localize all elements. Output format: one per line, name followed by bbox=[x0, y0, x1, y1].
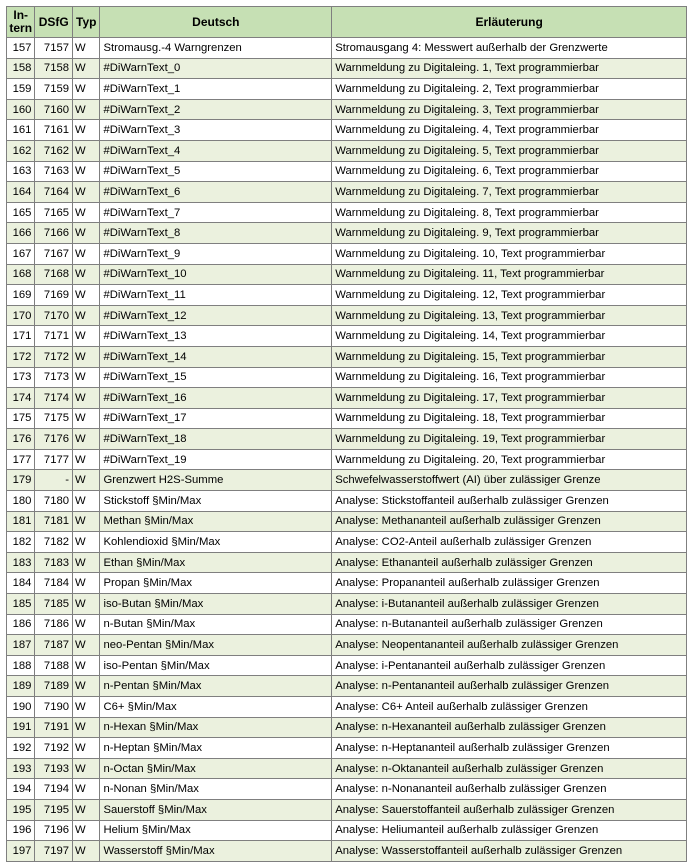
cell-typ: W bbox=[73, 285, 100, 306]
cell-dsfg: 7173 bbox=[35, 367, 73, 388]
cell-typ: W bbox=[73, 305, 100, 326]
cell-typ: W bbox=[73, 820, 100, 841]
cell-dsfg: 7191 bbox=[35, 717, 73, 738]
cell-dsfg: 7170 bbox=[35, 305, 73, 326]
cell-intern: 172 bbox=[7, 346, 35, 367]
cell-typ: W bbox=[73, 120, 100, 141]
cell-intern: 169 bbox=[7, 285, 35, 306]
cell-typ: W bbox=[73, 408, 100, 429]
cell-intern: 159 bbox=[7, 79, 35, 100]
cell-deutsch: #DiWarnText_16 bbox=[100, 388, 332, 409]
cell-typ: W bbox=[73, 635, 100, 656]
cell-intern: 193 bbox=[7, 758, 35, 779]
cell-erlaeuterung: Warnmeldung zu Digitaleing. 1, Text programmierbar bbox=[332, 58, 687, 79]
cell-typ: W bbox=[73, 388, 100, 409]
cell-erlaeuterung: Analyse: Methananteil außerhalb zulässiger Grenzen bbox=[332, 511, 687, 532]
cell-erlaeuterung: Analyse: n-Hexananteil außerhalb zulässiger Grenzen bbox=[332, 717, 687, 738]
cell-deutsch: #DiWarnText_17 bbox=[100, 408, 332, 429]
cell-deutsch: #DiWarnText_18 bbox=[100, 429, 332, 450]
cell-typ: W bbox=[73, 346, 100, 367]
table-row bbox=[7, 326, 687, 347]
cell-erlaeuterung: Warnmeldung zu Digitaleing. 11, Text programmierbar bbox=[332, 264, 687, 285]
cell-dsfg: 7192 bbox=[35, 738, 73, 759]
header-erlaeuterung: Erläuterung bbox=[332, 7, 687, 38]
cell-erlaeuterung: Analyse: Stickstoffanteil außerhalb zulässiger Grenzen bbox=[332, 491, 687, 512]
cell-typ: W bbox=[73, 532, 100, 553]
cell-erlaeuterung: Warnmeldung zu Digitaleing. 2, Text programmierbar bbox=[332, 79, 687, 100]
table-row bbox=[7, 285, 687, 306]
table-row bbox=[7, 182, 687, 203]
table-row bbox=[7, 799, 687, 820]
cell-typ: W bbox=[73, 614, 100, 635]
document-page bbox=[6, 6, 687, 862]
cell-dsfg: 7162 bbox=[35, 140, 73, 161]
cell-typ: W bbox=[73, 779, 100, 800]
table-row bbox=[7, 449, 687, 470]
table-row bbox=[7, 408, 687, 429]
table-row bbox=[7, 346, 687, 367]
cell-dsfg: 7195 bbox=[35, 799, 73, 820]
cell-dsfg: - bbox=[35, 470, 73, 491]
cell-dsfg: 7188 bbox=[35, 655, 73, 676]
cell-erlaeuterung: Analyse: Heliumanteil außerhalb zulässiger Grenzen bbox=[332, 820, 687, 841]
cell-deutsch: n-Nonan §Min/Max bbox=[100, 779, 332, 800]
cell-deutsch: iso-Pentan §Min/Max bbox=[100, 655, 332, 676]
cell-dsfg: 7186 bbox=[35, 614, 73, 635]
table-row bbox=[7, 79, 687, 100]
cell-intern: 160 bbox=[7, 99, 35, 120]
cell-dsfg: 7175 bbox=[35, 408, 73, 429]
table-row bbox=[7, 573, 687, 594]
cell-deutsch: n-Heptan §Min/Max bbox=[100, 738, 332, 759]
cell-intern: 157 bbox=[7, 38, 35, 59]
header-intern: In- tern bbox=[7, 7, 35, 38]
table-row bbox=[7, 388, 687, 409]
cell-dsfg: 7182 bbox=[35, 532, 73, 553]
cell-intern: 164 bbox=[7, 182, 35, 203]
cell-typ: W bbox=[73, 223, 100, 244]
cell-erlaeuterung: Warnmeldung zu Digitaleing. 6, Text programmierbar bbox=[332, 161, 687, 182]
cell-dsfg: 7167 bbox=[35, 243, 73, 264]
cell-typ: W bbox=[73, 676, 100, 697]
cell-deutsch: n-Hexan §Min/Max bbox=[100, 717, 332, 738]
cell-deutsch: #DiWarnText_12 bbox=[100, 305, 332, 326]
table-row bbox=[7, 738, 687, 759]
cell-intern: 192 bbox=[7, 738, 35, 759]
table-row bbox=[7, 429, 687, 450]
cell-erlaeuterung: Analyse: i-Butananteil außerhalb zulässiger Grenzen bbox=[332, 594, 687, 615]
cell-intern: 175 bbox=[7, 408, 35, 429]
cell-deutsch: Helium §Min/Max bbox=[100, 820, 332, 841]
cell-intern: 181 bbox=[7, 511, 35, 532]
cell-intern: 183 bbox=[7, 552, 35, 573]
cell-deutsch: Stromausg.-4 Warngrenzen bbox=[100, 38, 332, 59]
cell-deutsch: Grenzwert H2S-Summe bbox=[100, 470, 332, 491]
cell-erlaeuterung: Schwefelwasserstoffwert (AI) über zulässiger Grenze bbox=[332, 470, 687, 491]
cell-intern: 182 bbox=[7, 532, 35, 553]
cell-erlaeuterung: Warnmeldung zu Digitaleing. 17, Text programmierbar bbox=[332, 388, 687, 409]
cell-intern: 189 bbox=[7, 676, 35, 697]
cell-typ: W bbox=[73, 140, 100, 161]
cell-erlaeuterung: Analyse: Wasserstoffanteil außerhalb zulässiger Grenzen bbox=[332, 841, 687, 862]
cell-erlaeuterung: Warnmeldung zu Digitaleing. 19, Text programmierbar bbox=[332, 429, 687, 450]
cell-deutsch: #DiWarnText_0 bbox=[100, 58, 332, 79]
cell-dsfg: 7189 bbox=[35, 676, 73, 697]
cell-typ: W bbox=[73, 367, 100, 388]
cell-dsfg: 7194 bbox=[35, 779, 73, 800]
cell-deutsch: #DiWarnText_9 bbox=[100, 243, 332, 264]
header-typ: Typ bbox=[73, 7, 100, 38]
cell-dsfg: 7180 bbox=[35, 491, 73, 512]
cell-dsfg: 7166 bbox=[35, 223, 73, 244]
table-row bbox=[7, 202, 687, 223]
cell-typ: W bbox=[73, 552, 100, 573]
cell-dsfg: 7168 bbox=[35, 264, 73, 285]
cell-dsfg: 7159 bbox=[35, 79, 73, 100]
cell-typ: W bbox=[73, 79, 100, 100]
cell-deutsch: n-Butan §Min/Max bbox=[100, 614, 332, 635]
table-row bbox=[7, 758, 687, 779]
table-row bbox=[7, 305, 687, 326]
table-body bbox=[7, 38, 687, 862]
cell-intern: 185 bbox=[7, 594, 35, 615]
cell-intern: 168 bbox=[7, 264, 35, 285]
cell-erlaeuterung: Analyse: n-Butananteil außerhalb zulässiger Grenzen bbox=[332, 614, 687, 635]
cell-deutsch: Kohlendioxid §Min/Max bbox=[100, 532, 332, 553]
table-row bbox=[7, 779, 687, 800]
cell-erlaeuterung: Warnmeldung zu Digitaleing. 13, Text programmierbar bbox=[332, 305, 687, 326]
cell-deutsch: Sauerstoff §Min/Max bbox=[100, 799, 332, 820]
header-row bbox=[7, 7, 687, 38]
cell-erlaeuterung: Warnmeldung zu Digitaleing. 12, Text programmierbar bbox=[332, 285, 687, 306]
cell-typ: W bbox=[73, 655, 100, 676]
cell-erlaeuterung: Analyse: n-Nonananteil außerhalb zulässiger Grenzen bbox=[332, 779, 687, 800]
cell-dsfg: 7177 bbox=[35, 449, 73, 470]
cell-intern: 191 bbox=[7, 717, 35, 738]
cell-dsfg: 7158 bbox=[35, 58, 73, 79]
cell-intern: 176 bbox=[7, 429, 35, 450]
message-table bbox=[6, 6, 687, 862]
cell-erlaeuterung: Analyse: CO2-Anteil außerhalb zulässiger Grenzen bbox=[332, 532, 687, 553]
cell-erlaeuterung: Warnmeldung zu Digitaleing. 7, Text programmierbar bbox=[332, 182, 687, 203]
cell-deutsch: Ethan §Min/Max bbox=[100, 552, 332, 573]
cell-deutsch: n-Pentan §Min/Max bbox=[100, 676, 332, 697]
table-row bbox=[7, 470, 687, 491]
table-row bbox=[7, 676, 687, 697]
table-row bbox=[7, 820, 687, 841]
cell-deutsch: Stickstoff §Min/Max bbox=[100, 491, 332, 512]
cell-deutsch: #DiWarnText_8 bbox=[100, 223, 332, 244]
cell-erlaeuterung: Warnmeldung zu Digitaleing. 16, Text programmierbar bbox=[332, 367, 687, 388]
table-row bbox=[7, 140, 687, 161]
table-row bbox=[7, 38, 687, 59]
cell-dsfg: 7164 bbox=[35, 182, 73, 203]
cell-typ: W bbox=[73, 594, 100, 615]
cell-deutsch: #DiWarnText_10 bbox=[100, 264, 332, 285]
cell-intern: 196 bbox=[7, 820, 35, 841]
cell-dsfg: 7157 bbox=[35, 38, 73, 59]
cell-erlaeuterung: Analyse: C6+ Anteil außerhalb zulässiger Grenzen bbox=[332, 697, 687, 718]
table-row bbox=[7, 491, 687, 512]
cell-dsfg: 7176 bbox=[35, 429, 73, 450]
cell-deutsch: Wasserstoff §Min/Max bbox=[100, 841, 332, 862]
table-row bbox=[7, 841, 687, 862]
cell-intern: 177 bbox=[7, 449, 35, 470]
cell-dsfg: 7172 bbox=[35, 346, 73, 367]
cell-intern: 161 bbox=[7, 120, 35, 141]
cell-dsfg: 7171 bbox=[35, 326, 73, 347]
cell-erlaeuterung: Analyse: n-Heptananteil außerhalb zulässiger Grenzen bbox=[332, 738, 687, 759]
table-row bbox=[7, 594, 687, 615]
cell-deutsch: #DiWarnText_2 bbox=[100, 99, 332, 120]
cell-typ: W bbox=[73, 99, 100, 120]
table-row bbox=[7, 511, 687, 532]
table-row bbox=[7, 120, 687, 141]
cell-deutsch: #DiWarnText_14 bbox=[100, 346, 332, 367]
cell-erlaeuterung: Analyse: Ethananteil außerhalb zulässiger Grenzen bbox=[332, 552, 687, 573]
cell-typ: W bbox=[73, 573, 100, 594]
cell-intern: 170 bbox=[7, 305, 35, 326]
cell-deutsch: iso-Butan §Min/Max bbox=[100, 594, 332, 615]
cell-intern: 171 bbox=[7, 326, 35, 347]
cell-typ: W bbox=[73, 841, 100, 862]
table-row bbox=[7, 635, 687, 656]
cell-typ: W bbox=[73, 264, 100, 285]
cell-deutsch: #DiWarnText_3 bbox=[100, 120, 332, 141]
cell-typ: W bbox=[73, 470, 100, 491]
cell-dsfg: 7163 bbox=[35, 161, 73, 182]
cell-deutsch: #DiWarnText_19 bbox=[100, 449, 332, 470]
table-row bbox=[7, 532, 687, 553]
cell-typ: W bbox=[73, 491, 100, 512]
cell-typ: W bbox=[73, 38, 100, 59]
table-row bbox=[7, 614, 687, 635]
cell-intern: 184 bbox=[7, 573, 35, 594]
table-row bbox=[7, 697, 687, 718]
cell-typ: W bbox=[73, 511, 100, 532]
cell-intern: 163 bbox=[7, 161, 35, 182]
cell-intern: 166 bbox=[7, 223, 35, 244]
cell-erlaeuterung: Warnmeldung zu Digitaleing. 10, Text programmierbar bbox=[332, 243, 687, 264]
cell-deutsch: neo-Pentan §Min/Max bbox=[100, 635, 332, 656]
cell-erlaeuterung: Analyse: Sauerstoffanteil außerhalb zulässiger Grenzen bbox=[332, 799, 687, 820]
cell-deutsch: #DiWarnText_13 bbox=[100, 326, 332, 347]
cell-typ: W bbox=[73, 161, 100, 182]
cell-intern: 197 bbox=[7, 841, 35, 862]
cell-intern: 180 bbox=[7, 491, 35, 512]
cell-erlaeuterung: Analyse: n-Oktananteil außerhalb zulässiger Grenzen bbox=[332, 758, 687, 779]
cell-erlaeuterung: Warnmeldung zu Digitaleing. 5, Text programmierbar bbox=[332, 140, 687, 161]
cell-erlaeuterung: Warnmeldung zu Digitaleing. 9, Text programmierbar bbox=[332, 223, 687, 244]
cell-intern: 162 bbox=[7, 140, 35, 161]
cell-erlaeuterung: Stromausgang 4: Messwert außerhalb der Grenzwerte bbox=[332, 38, 687, 59]
cell-dsfg: 7193 bbox=[35, 758, 73, 779]
cell-intern: 194 bbox=[7, 779, 35, 800]
cell-dsfg: 7183 bbox=[35, 552, 73, 573]
cell-erlaeuterung: Analyse: Neopentananteil außerhalb zulässiger Grenzen bbox=[332, 635, 687, 656]
table-row bbox=[7, 99, 687, 120]
cell-deutsch: #DiWarnText_7 bbox=[100, 202, 332, 223]
cell-dsfg: 7185 bbox=[35, 594, 73, 615]
cell-erlaeuterung: Warnmeldung zu Digitaleing. 8, Text programmierbar bbox=[332, 202, 687, 223]
table-row bbox=[7, 161, 687, 182]
cell-deutsch: #DiWarnText_15 bbox=[100, 367, 332, 388]
cell-dsfg: 7184 bbox=[35, 573, 73, 594]
table-row bbox=[7, 655, 687, 676]
cell-typ: W bbox=[73, 738, 100, 759]
cell-dsfg: 7161 bbox=[35, 120, 73, 141]
table-row bbox=[7, 717, 687, 738]
table-header bbox=[7, 7, 687, 38]
table-row bbox=[7, 223, 687, 244]
cell-dsfg: 7181 bbox=[35, 511, 73, 532]
cell-intern: 158 bbox=[7, 58, 35, 79]
cell-erlaeuterung: Analyse: Propananteil außerhalb zulässiger Grenzen bbox=[332, 573, 687, 594]
cell-typ: W bbox=[73, 58, 100, 79]
cell-dsfg: 7169 bbox=[35, 285, 73, 306]
cell-deutsch: #DiWarnText_6 bbox=[100, 182, 332, 203]
cell-intern: 187 bbox=[7, 635, 35, 656]
table-row bbox=[7, 264, 687, 285]
table-row bbox=[7, 243, 687, 264]
cell-typ: W bbox=[73, 429, 100, 450]
cell-erlaeuterung: Warnmeldung zu Digitaleing. 15, Text programmierbar bbox=[332, 346, 687, 367]
cell-deutsch: Propan §Min/Max bbox=[100, 573, 332, 594]
cell-intern: 174 bbox=[7, 388, 35, 409]
cell-erlaeuterung: Analyse: n-Pentananteil außerhalb zulässiger Grenzen bbox=[332, 676, 687, 697]
cell-dsfg: 7197 bbox=[35, 841, 73, 862]
cell-deutsch: #DiWarnText_11 bbox=[100, 285, 332, 306]
header-deutsch: Deutsch bbox=[100, 7, 332, 38]
cell-typ: W bbox=[73, 697, 100, 718]
cell-deutsch: #DiWarnText_5 bbox=[100, 161, 332, 182]
cell-deutsch: C6+ §Min/Max bbox=[100, 697, 332, 718]
table-row bbox=[7, 58, 687, 79]
cell-dsfg: 7174 bbox=[35, 388, 73, 409]
cell-erlaeuterung: Warnmeldung zu Digitaleing. 18, Text programmierbar bbox=[332, 408, 687, 429]
cell-typ: W bbox=[73, 799, 100, 820]
cell-deutsch: #DiWarnText_4 bbox=[100, 140, 332, 161]
cell-intern: 190 bbox=[7, 697, 35, 718]
cell-intern: 195 bbox=[7, 799, 35, 820]
cell-intern: 173 bbox=[7, 367, 35, 388]
cell-dsfg: 7165 bbox=[35, 202, 73, 223]
cell-typ: W bbox=[73, 717, 100, 738]
cell-deutsch: n-Octan §Min/Max bbox=[100, 758, 332, 779]
cell-intern: 188 bbox=[7, 655, 35, 676]
cell-deutsch: Methan §Min/Max bbox=[100, 511, 332, 532]
cell-typ: W bbox=[73, 449, 100, 470]
table-row bbox=[7, 552, 687, 573]
cell-erlaeuterung: Warnmeldung zu Digitaleing. 14, Text programmierbar bbox=[332, 326, 687, 347]
cell-dsfg: 7187 bbox=[35, 635, 73, 656]
cell-intern: 167 bbox=[7, 243, 35, 264]
cell-erlaeuterung: Warnmeldung zu Digitaleing. 4, Text programmierbar bbox=[332, 120, 687, 141]
cell-typ: W bbox=[73, 758, 100, 779]
cell-intern: 179 bbox=[7, 470, 35, 491]
cell-erlaeuterung: Warnmeldung zu Digitaleing. 20, Text programmierbar bbox=[332, 449, 687, 470]
header-dsfg: DSfG bbox=[35, 7, 73, 38]
cell-dsfg: 7160 bbox=[35, 99, 73, 120]
cell-erlaeuterung: Warnmeldung zu Digitaleing. 3, Text programmierbar bbox=[332, 99, 687, 120]
cell-intern: 186 bbox=[7, 614, 35, 635]
cell-deutsch: #DiWarnText_1 bbox=[100, 79, 332, 100]
cell-dsfg: 7196 bbox=[35, 820, 73, 841]
table-row bbox=[7, 367, 687, 388]
cell-typ: W bbox=[73, 182, 100, 203]
cell-typ: W bbox=[73, 243, 100, 264]
cell-intern: 165 bbox=[7, 202, 35, 223]
cell-typ: W bbox=[73, 326, 100, 347]
cell-dsfg: 7190 bbox=[35, 697, 73, 718]
cell-erlaeuterung: Analyse: i-Pentananteil außerhalb zulässiger Grenzen bbox=[332, 655, 687, 676]
cell-typ: W bbox=[73, 202, 100, 223]
